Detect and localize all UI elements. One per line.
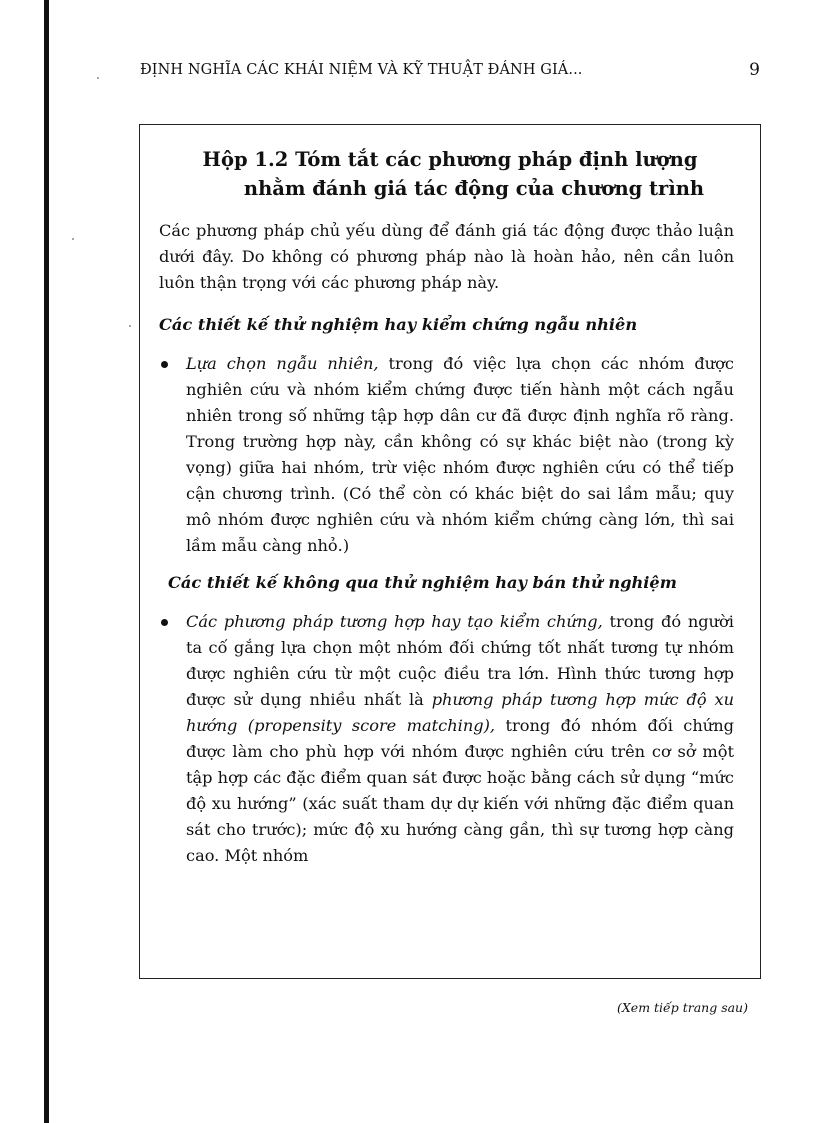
list-item (159, 609, 734, 869)
section-heading-quasi-experimental: Các thiết kế không qua thử nghiệm hay bán thử nghiệm (168, 573, 677, 592)
page-binding-edge (44, 0, 49, 1123)
bullet-icon (161, 361, 168, 368)
scan-speck (72, 238, 74, 240)
bullet-description: trong đó việc lựa chọn các nhóm được nghiên cứu và nhóm kiểm chứng được tiến hành một cách ngẫu nhiên trong số những tập hợp dân cư đã được định nghĩa rõ ràng. Trong trường hợp này, cần không có sự khác biệt nào (trong kỳ vọng) giữa hai nhóm, trừ việc nhóm được nghiên cứu có thể tiếp cận chương trình. (Có thể còn có khác biệt do sai lầm mẫu; quy mô nhóm được nghiên cứu và nhóm kiểm chứng càng lớn, thì sai lầm mẫu càng nhỏ.) (186, 354, 734, 555)
summary-box (139, 124, 761, 979)
continued-note: (Xem tiếp trang sau) (617, 1000, 748, 1015)
running-header (140, 62, 760, 84)
box-title-line-2: nhằm đánh giá tác động của chương trình (243, 177, 705, 200)
bullet-term: Lựa chọn ngẫu nhiên, (186, 354, 379, 373)
list-item (159, 351, 734, 559)
box-title-line-1: Hộp 1.2 Tóm tắt các phương pháp định lượng (202, 148, 698, 171)
section-heading-experimental: Các thiết kế thử nghiệm hay kiểm chứng ngẫu nhiên (159, 315, 638, 334)
page-number: 9 (749, 60, 760, 80)
running-header-title: ĐỊNH NGHĨA CÁC KHÁI NIỆM VÀ KỸ THUẬT ĐÁNH GIÁ... (140, 62, 583, 78)
bullet-term-secondary: phương pháp tương hợp mức độ xu hướng (propensity score matching), (186, 690, 734, 735)
scan-speck (97, 77, 99, 79)
intro-paragraph: Các phương pháp chủ yếu dùng để đánh giá tác động được thảo luận dưới đây. Do không có phương pháp nào là hoàn hảo, nên cần luôn luôn thận trọng với các phương pháp này. (159, 221, 734, 292)
bullet-icon (161, 619, 168, 626)
box-body (159, 218, 734, 869)
bullet-description-continued: trong đó nhóm đối chứng được làm cho phù hợp với nhóm được nghiên cứu trên cơ sở một tập hợp các đặc điểm quan sát được hoặc bằng cách sử dụng “mức độ xu hướng” (xác suất tham dự dự kiến với những đặc điểm quan sát cho trước); mức độ xu hướng càng gần, thì sự tương hợp càng cao. Một nhóm (186, 716, 734, 865)
box-title (140, 145, 760, 203)
bullet-term: Các phương pháp tương hợp hay tạo kiểm chứng, (186, 612, 603, 631)
list-item-text (186, 351, 734, 559)
bullet-description: trong đó người ta cố gắng lựa chọn một nhóm đối chứng tốt nhất tương tự nhóm được nghiên cứu từ một cuộc điều tra lớn. Hình thức tương hợp được sử dụng nhiều nhất là (186, 612, 734, 709)
list-item-text (186, 609, 734, 869)
scan-speck (129, 325, 131, 327)
